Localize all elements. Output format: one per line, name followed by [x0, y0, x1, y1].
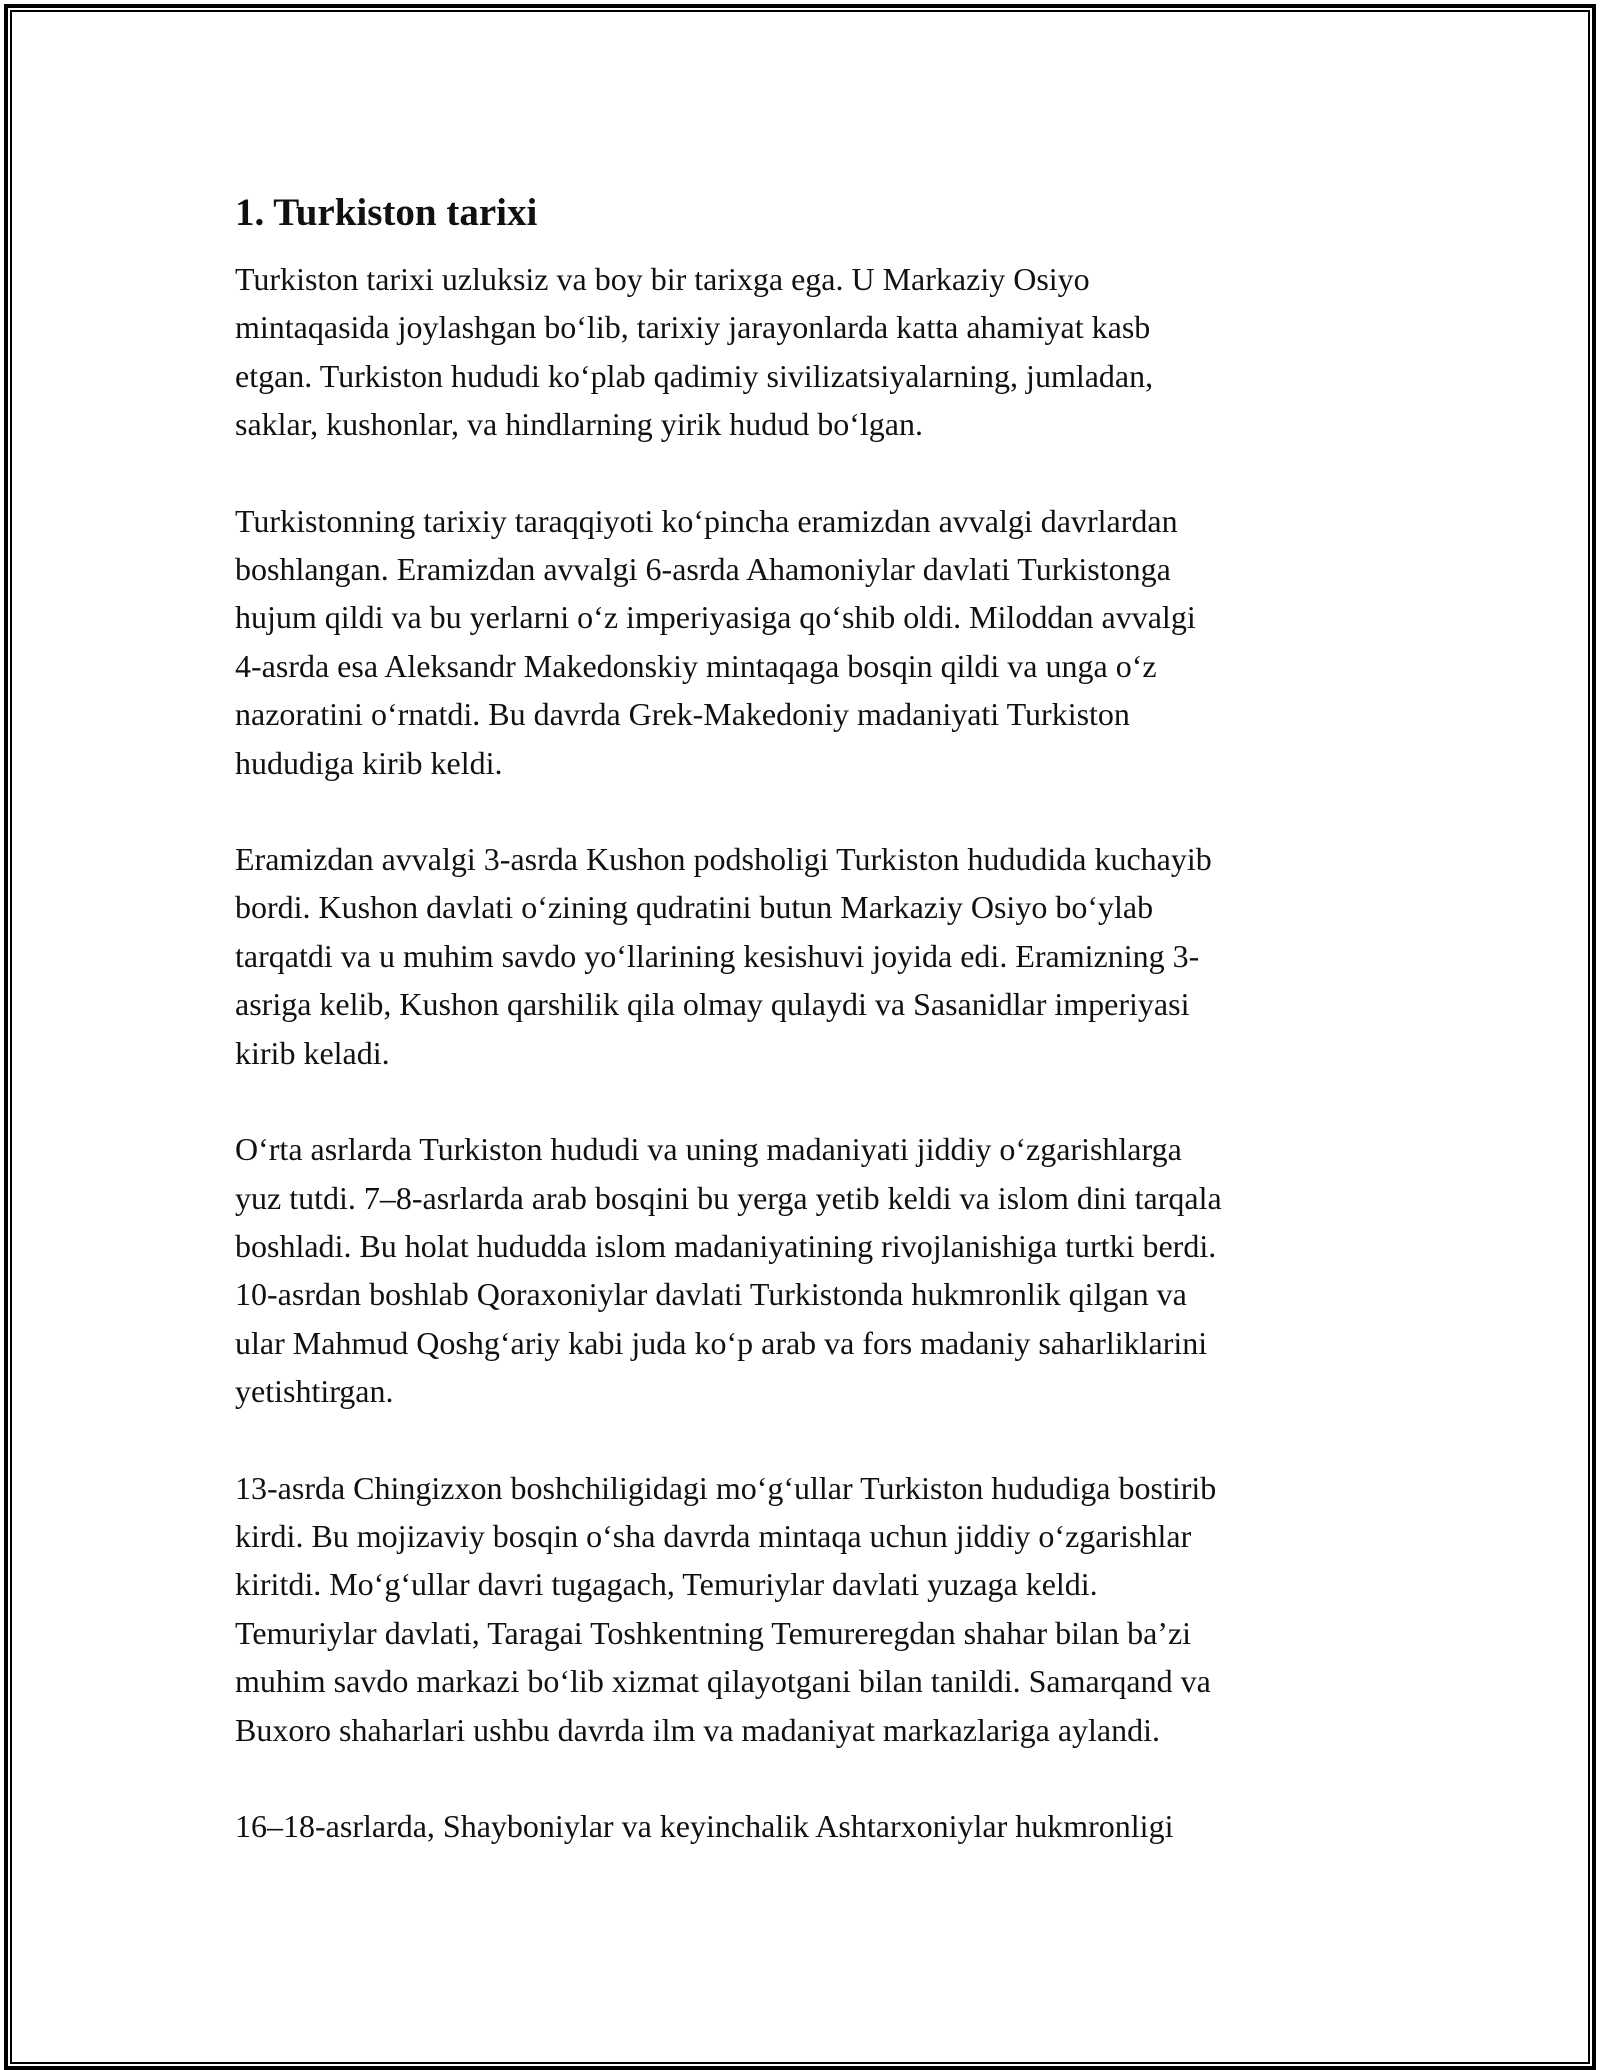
- text-line: mintaqasida joylashgan bo‘lib, tarixiy jarayonlarda katta ahamiyat kasb: [235, 309, 1151, 346]
- text-line: hududiga kirib keldi.: [235, 744, 503, 781]
- text-line: Eramizdan avvalgi 3-asrda Kushon podsholigi Turkiston hududida kuchayib: [235, 841, 1212, 878]
- text-line: kirib keladi.: [235, 1034, 390, 1071]
- text-line: Buxoro shaharlari ushbu davrda ilm va madaniyat markazlariga aylandi.: [235, 1711, 1161, 1748]
- text-line: 13-asrda Chingizxon boshchiligidagi mo‘g‘ullar Turkiston hududiga bostirib: [235, 1469, 1217, 1506]
- text-line: Turkistonning tarixiy taraqqiyoti ko‘pincha eramizdan avvalgi davrlardan: [235, 502, 1178, 539]
- paragraph-3: [235, 835, 1380, 1077]
- document-body: [235, 185, 1380, 1898]
- text-line: Turkiston tarixi uzluksiz va boy bir tarixga ega. U Markaziy Osiyo: [235, 261, 1090, 297]
- paragraph-2: [235, 497, 1380, 787]
- text-line: boshladi. Bu holat hududda islom madaniyatining rivojlanishiga turtki berdi.: [235, 1227, 1217, 1264]
- text-line: saklar, kushonlar, va hindlarning yirik hudud bo‘lgan.: [235, 406, 923, 443]
- text-line: muhim savdo markazi bo‘lib xizmat qilayotgani bilan tanildi. Samarqand va: [235, 1663, 1211, 1700]
- text-line: O‘rta asrlarda Turkiston hududi va uning madaniyati jiddiy o‘zgarishlarga: [235, 1131, 1182, 1168]
- text-line: bordi. Kushon davlati o‘zining qudratini butun Markaziy Osiyo bo‘ylab: [235, 889, 1154, 926]
- section-heading: 1. Turkiston tarixi: [235, 191, 538, 234]
- paragraphs-container: [235, 255, 1380, 1850]
- text-line: Temuriylar davlati, Taragai Toshkentning Temureregdan shahar bilan ba’zi: [235, 1614, 1192, 1651]
- text-line: etgan. Turkiston hududi ko‘plab qadimiy sivilizatsiyalarning, jumladan,: [235, 357, 1154, 394]
- text-line: boshlangan. Eramizdan avvalgi 6-asrda Ahamoniylar davlati Turkistonga: [235, 551, 1171, 588]
- text-line: 10-asrdan boshlab Qoraxoniylar davlati Turkistonda hukmronlik qilgan va: [235, 1276, 1187, 1313]
- text-line: yuz tutdi. 7–8-asrlarda arab bosqini bu yerga yetib keldi va islom dini tarqala: [235, 1179, 1222, 1216]
- text-line: 4-asrda esa Aleksandr Makedonskiy mintaqaga bosqin qildi va unga o‘z: [235, 647, 1157, 684]
- text-line: hujum qildi va bu yerlarni o‘z imperiyasiga qo‘shib oldi. Miloddan avvalgi: [235, 599, 1196, 636]
- text-line: asriga kelib, Kushon qarshilik qila olmay qulaydi va Sasanidlar imperiyasi: [235, 986, 1190, 1023]
- text-line: tarqatdi va u muhim savdo yo‘llarining kesishuvi joyida edi. Eramizning 3-: [235, 937, 1200, 974]
- text-line: yetishtirgan.: [235, 1373, 394, 1410]
- paragraph-4: [235, 1125, 1380, 1415]
- text-line: nazoratini o‘rnatdi. Bu davrda Grek-Makedoniy madaniyati Turkiston: [235, 696, 1130, 733]
- text-line: kiritdi. Mo‘g‘ullar davri tugagach, Temuriylar davlati yuzaga keldi.: [235, 1566, 1098, 1603]
- text-line: ular Mahmud Qoshg‘ariy kabi juda ko‘p arab va fors madaniy saharliklarini: [235, 1324, 1208, 1361]
- paragraph-1: [235, 255, 1380, 449]
- text-line: 16–18-asrlarda, Shayboniylar va keyinchalik Ashtarxoniylar hukmronligi: [235, 1807, 1174, 1844]
- text-line: kirdi. Bu mojizaviy bosqin o‘sha davrda mintaqa uchun jiddiy o‘zgarishlar: [235, 1517, 1192, 1554]
- paragraph-5: [235, 1464, 1380, 1754]
- paragraph-6: [235, 1802, 1380, 1850]
